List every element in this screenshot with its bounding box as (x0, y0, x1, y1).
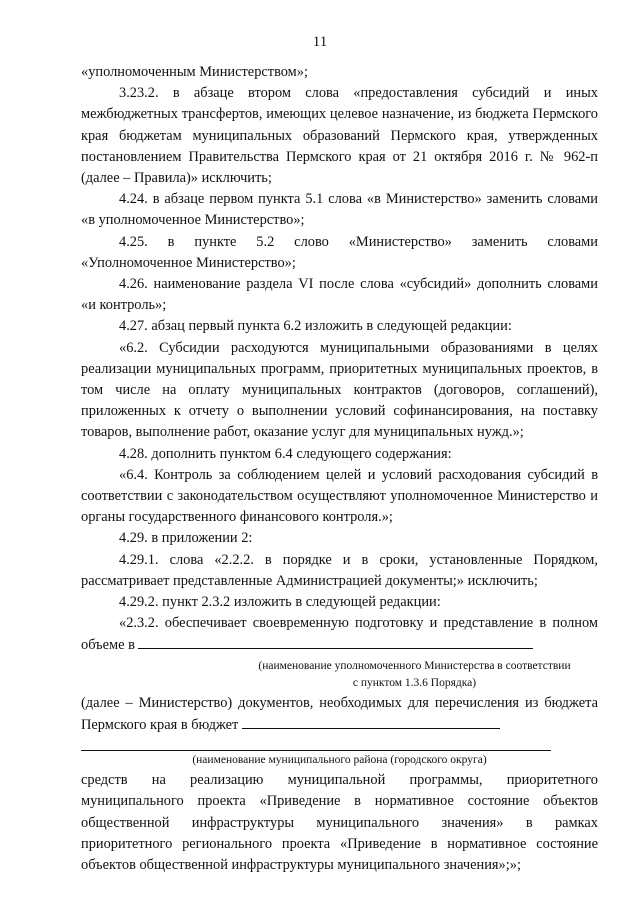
fill-in-blank-ministry (138, 634, 533, 649)
paragraph: «6.2. Субсидии расходуются муниципальными образованиями в целях реализации муниципальных программ, приоритетных муниципальных проектов, в том числе на оплату муниципальных контрактов (договоров, соглашений), приложенных к отчету о выполнении условий софинансирования, на поставку товаров, выполнение работ, оказание услуг для муниципальных нужд.»; (81, 339, 598, 441)
paragraph: 4.26. наименование раздела VI после слова «субсидий» дополнить словами «и контроль»; (81, 276, 598, 314)
paragraph: 4.29.2. пункт 2.3.2 изложить в следующей редакции: (119, 594, 441, 611)
paragraph: 4.29. в приложении 2: (119, 530, 253, 547)
fill-in-blank-budget (242, 714, 500, 729)
paragraph-with-blank (81, 693, 598, 736)
paragraph-with-blank (81, 613, 598, 656)
note-ministry-line2: с пунктом 1.3.6 Порядка) (352, 676, 477, 689)
paragraph: «уполномоченным Министерством»; (81, 64, 308, 80)
fill-in-line-district (81, 750, 551, 751)
note-ministry-line1: (наименование уполномоченного Министерства в соответствии (258, 659, 571, 672)
paragraph: 4.28. дополнить пунктом 6.4 следующего содержания: (119, 445, 452, 462)
paragraph-text: «2.3.2. обеспечивает своевременную подготовку и представление в полном объеме в (81, 615, 598, 654)
paragraph: «6.4. Контроль за соблюдением целей и условий расходования субсидий в соответствии с законодательством осуществляют уполномоченное Министерство и органы государственного финансового контроля.»; (81, 466, 598, 526)
paragraph: 4.29.1. слова «2.2.2. в порядке и в сроки, установленные Порядком, рассматривает представленные Администрацией документы;» исключить; (81, 551, 598, 589)
page-number: 11 (312, 34, 328, 50)
note-district: (наименование муниципального района (городского округа) (192, 754, 487, 767)
paragraph-text: (далее – Министерство) документов, необходимых для перечисления из бюджета Пермского края в бюджет (81, 694, 598, 733)
paragraph: 4.25. в пункте 5.2 слово «Министерство» заменить словами «Уполномоченное Министерство»; (81, 233, 598, 271)
paragraph: 4.27. абзац первый пункта 6.2 изложить в следующей редакции: (119, 318, 512, 335)
paragraph: 3.23.2. в абзаце втором слова «предоставления субсидий и иных межбюджетных трансфертов, имеющих целевое назначение, из бюджета Пермского края бюджетам муниципальных образований Пермского края, утвержденных постановлением Правительства Пермского края от 21 октября 2016 г. № 962-п (далее – Правила)» исключить; (81, 85, 598, 187)
paragraph: 4.24. в абзаце первом пункта 5.1 слова «в Министерство» заменить словами «в уполномоченное Министерство»; (81, 191, 598, 229)
paragraph: средств на реализацию муниципальной программы, приоритетного муниципального проекта «Приведение в нормативное состояние объектов общественной инфраструктуры муниципального значения» в рамках приоритетного регионального проекта «Приведение в нормативное состояние объектов общественной инфраструктуры муниципального значения»;»; (81, 772, 598, 873)
document-body (81, 62, 598, 876)
